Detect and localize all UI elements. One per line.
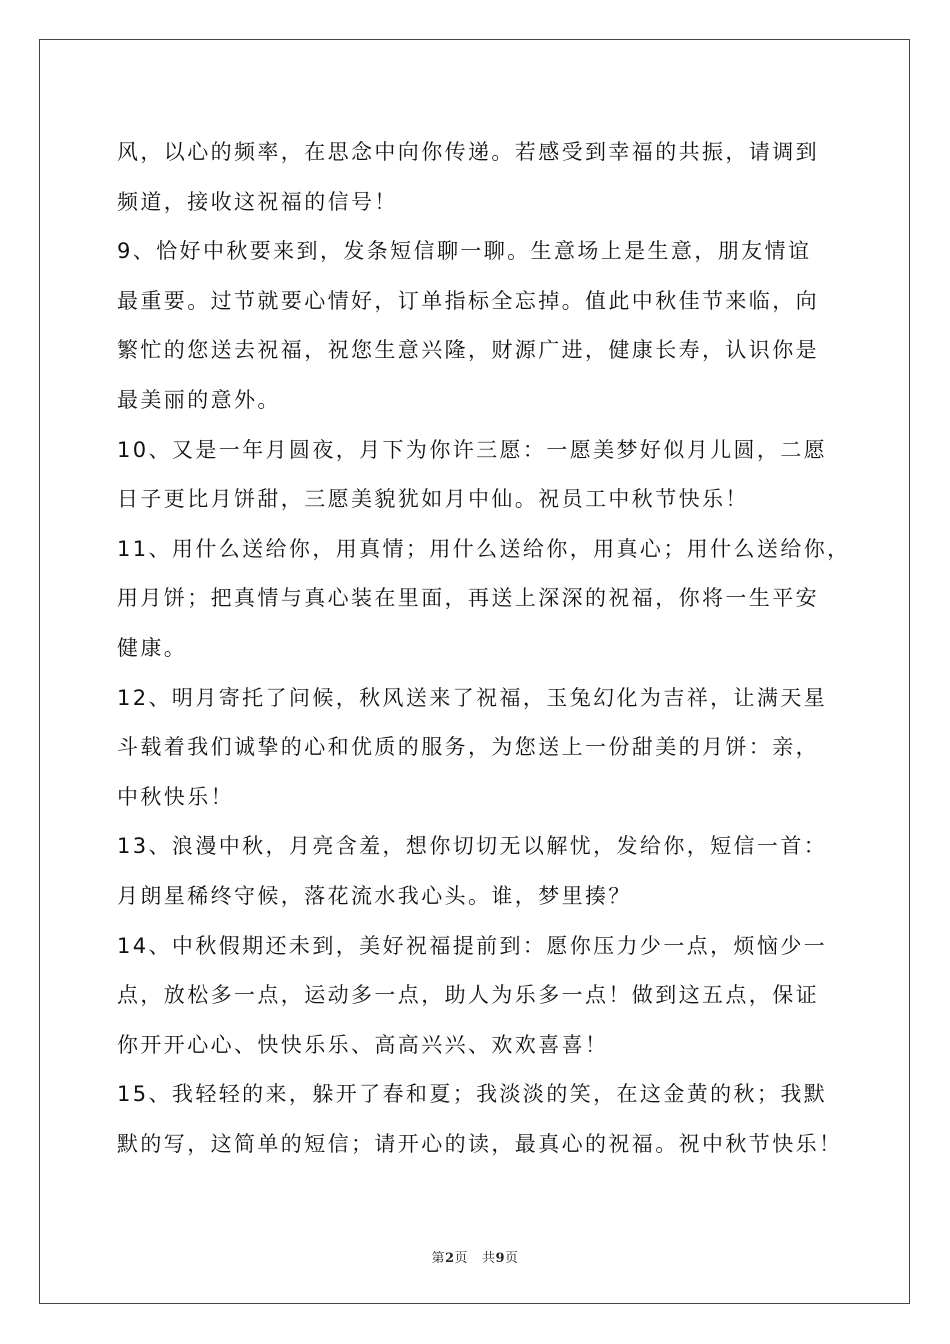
page-suffix: 页 — [454, 1251, 469, 1266]
text-line: 15、我轻轻的来，躲开了春和夏；我淡淡的笑，在这金黄的秋；我默 — [117, 1082, 828, 1107]
text-line: 风，以心的频率，在思念中向你传递。若感受到幸福的共振，请调到 — [117, 140, 819, 164]
text-line: 繁忙的您送去祝福，祝您生意兴隆，财源广进，健康长寿，认识你是 — [117, 338, 819, 363]
paragraph-10 — [117, 426, 857, 525]
paragraph-12 — [117, 674, 857, 823]
text-line: 点，放松多一点，运动多一点，助人为乐多一点！做到这五点，保证 — [117, 983, 819, 1008]
text-line: 斗载着我们诚挚的心和优质的服务，为您送上一份甜美的月饼：亲， — [117, 735, 819, 760]
text-line: 中秋快乐！ — [117, 784, 234, 809]
paragraph-13 — [117, 822, 857, 921]
text-line: 健康。 — [117, 635, 188, 660]
text-line: 你开开心心、快快乐乐、高高兴兴、欢欢喜喜！ — [117, 1032, 609, 1057]
text-line: 10、又是一年月圆夜，月下为你许三愿：一愿美梦好似月儿圆，二愿 — [117, 437, 828, 462]
paragraph-9 — [117, 227, 857, 425]
paragraph-15 — [117, 1070, 857, 1169]
total-suffix: 页 — [505, 1251, 519, 1266]
text-line: 频道，接收这祝福的信号！ — [117, 189, 398, 214]
page-footer — [0, 1247, 950, 1266]
text-line: 12、明月寄托了问候，秋风送来了祝福，玉兔幻化为吉祥，让满天星 — [117, 685, 828, 710]
text-line: 日子更比月饼甜，三愿美貌犹如月中仙。祝员工中秋节快乐！ — [117, 487, 749, 512]
text-line: 最美丽的意外。 — [117, 387, 281, 412]
total-pages: 9 — [495, 1251, 506, 1266]
page-prefix: 第 — [431, 1251, 445, 1266]
paragraph-14 — [117, 922, 857, 1071]
total-prefix: 共 — [481, 1251, 496, 1266]
text-line: 11、用什么送给你，用真情；用什么送给你，用真心；用什么送给你， — [117, 536, 851, 561]
text-line: 14、中秋假期还未到，美好祝福提前到：愿你压力少一点，烦恼少一 — [117, 933, 828, 958]
text-line: 用月饼；把真情与真心装在里面，再送上深深的祝福，你将一生平安 — [117, 586, 819, 611]
page-number: 2 — [444, 1251, 455, 1266]
text-line: 月朗星稀终守候，落花流水我心头。谁，梦里揍？ — [117, 883, 632, 908]
text-line: 最重要。过节就要心情好，订单指标全忘掉。值此中秋佳节来临，向 — [117, 288, 819, 313]
text-line: 默的写，这简单的短信；请开心的读，最真心的祝福。祝中秋节快乐！ — [117, 1131, 843, 1156]
paragraph-11 — [117, 525, 857, 674]
paragraph-continuation — [117, 128, 857, 227]
text-line: 9、恰好中秋要来到，发条短信聊一聊。生意场上是生意，朋友情谊 — [117, 239, 812, 264]
text-line: 13、浪漫中秋，月亮含羞，想你切切无以解忧，发给你，短信一首： — [117, 834, 828, 859]
document-body — [117, 128, 857, 1169]
